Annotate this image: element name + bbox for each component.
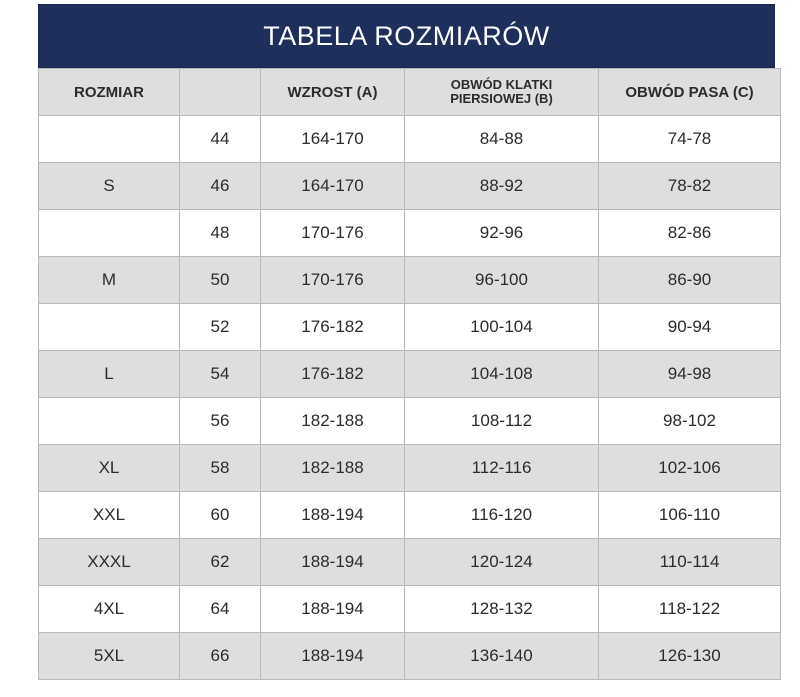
cell-waist: 86-90: [599, 257, 781, 304]
table-row: [39, 257, 781, 304]
cell-number: 62: [180, 539, 261, 586]
cell-chest: 92-96: [405, 210, 599, 257]
table-title: TABELA ROZMIARÓW: [38, 4, 775, 68]
cell-number: 60: [180, 492, 261, 539]
cell-waist: 118-122: [599, 586, 781, 633]
cell-chest: 112-116: [405, 445, 599, 492]
table-row: [39, 163, 781, 210]
cell-size: [39, 116, 180, 163]
cell-size: 4XL: [39, 586, 180, 633]
cell-number: 44: [180, 116, 261, 163]
table-row: [39, 304, 781, 351]
table-row: [39, 116, 781, 163]
header-chest: [405, 69, 599, 116]
cell-number: 58: [180, 445, 261, 492]
cell-height: 164-170: [261, 163, 405, 210]
cell-chest: 84-88: [405, 116, 599, 163]
cell-size: XXL: [39, 492, 180, 539]
cell-height: 182-188: [261, 398, 405, 445]
cell-size: XXXL: [39, 539, 180, 586]
cell-waist: 74-78: [599, 116, 781, 163]
cell-waist: 106-110: [599, 492, 781, 539]
header-waist: OBWÓD PASA (C): [599, 69, 781, 116]
cell-chest: 120-124: [405, 539, 599, 586]
cell-chest: 96-100: [405, 257, 599, 304]
cell-number: 50: [180, 257, 261, 304]
cell-waist: 98-102: [599, 398, 781, 445]
table-row: [39, 492, 781, 539]
cell-chest: 128-132: [405, 586, 599, 633]
table-row: [39, 210, 781, 257]
cell-height: 176-182: [261, 304, 405, 351]
table-row: [39, 539, 781, 586]
cell-size: M: [39, 257, 180, 304]
header-height: WZROST (A): [261, 69, 405, 116]
cell-size: L: [39, 351, 180, 398]
cell-number: 66: [180, 633, 261, 680]
cell-chest: 136-140: [405, 633, 599, 680]
header-number: [180, 69, 261, 116]
cell-height: 170-176: [261, 210, 405, 257]
table-row: [39, 586, 781, 633]
cell-height: 188-194: [261, 633, 405, 680]
cell-chest: 100-104: [405, 304, 599, 351]
cell-chest: 104-108: [405, 351, 599, 398]
cell-waist: 94-98: [599, 351, 781, 398]
cell-waist: 90-94: [599, 304, 781, 351]
header-chest-line2: PIERSIOWEJ (B): [450, 91, 553, 106]
cell-waist: 110-114: [599, 539, 781, 586]
table-row: [39, 633, 781, 680]
cell-chest: 88-92: [405, 163, 599, 210]
cell-size: XL: [39, 445, 180, 492]
cell-size: [39, 398, 180, 445]
cell-number: 48: [180, 210, 261, 257]
cell-height: 182-188: [261, 445, 405, 492]
size-table: [38, 68, 781, 680]
cell-height: 188-194: [261, 539, 405, 586]
table-row: [39, 445, 781, 492]
cell-number: 52: [180, 304, 261, 351]
cell-size: S: [39, 163, 180, 210]
cell-number: 64: [180, 586, 261, 633]
cell-number: 56: [180, 398, 261, 445]
cell-waist: 78-82: [599, 163, 781, 210]
cell-chest: 108-112: [405, 398, 599, 445]
cell-height: 170-176: [261, 257, 405, 304]
table-row: [39, 351, 781, 398]
header-size: ROZMIAR: [39, 69, 180, 116]
cell-waist: 102-106: [599, 445, 781, 492]
header-chest-line1: OBWÓD KLATKI: [450, 77, 553, 92]
size-chart: [38, 4, 775, 680]
cell-waist: 82-86: [599, 210, 781, 257]
cell-size: [39, 304, 180, 351]
cell-number: 46: [180, 163, 261, 210]
cell-size: 5XL: [39, 633, 180, 680]
header-row: [39, 69, 781, 116]
cell-waist: 126-130: [599, 633, 781, 680]
cell-number: 54: [180, 351, 261, 398]
cell-size: [39, 210, 180, 257]
cell-chest: 116-120: [405, 492, 599, 539]
cell-height: 188-194: [261, 492, 405, 539]
cell-height: 164-170: [261, 116, 405, 163]
cell-height: 188-194: [261, 586, 405, 633]
table-row: [39, 398, 781, 445]
cell-height: 176-182: [261, 351, 405, 398]
